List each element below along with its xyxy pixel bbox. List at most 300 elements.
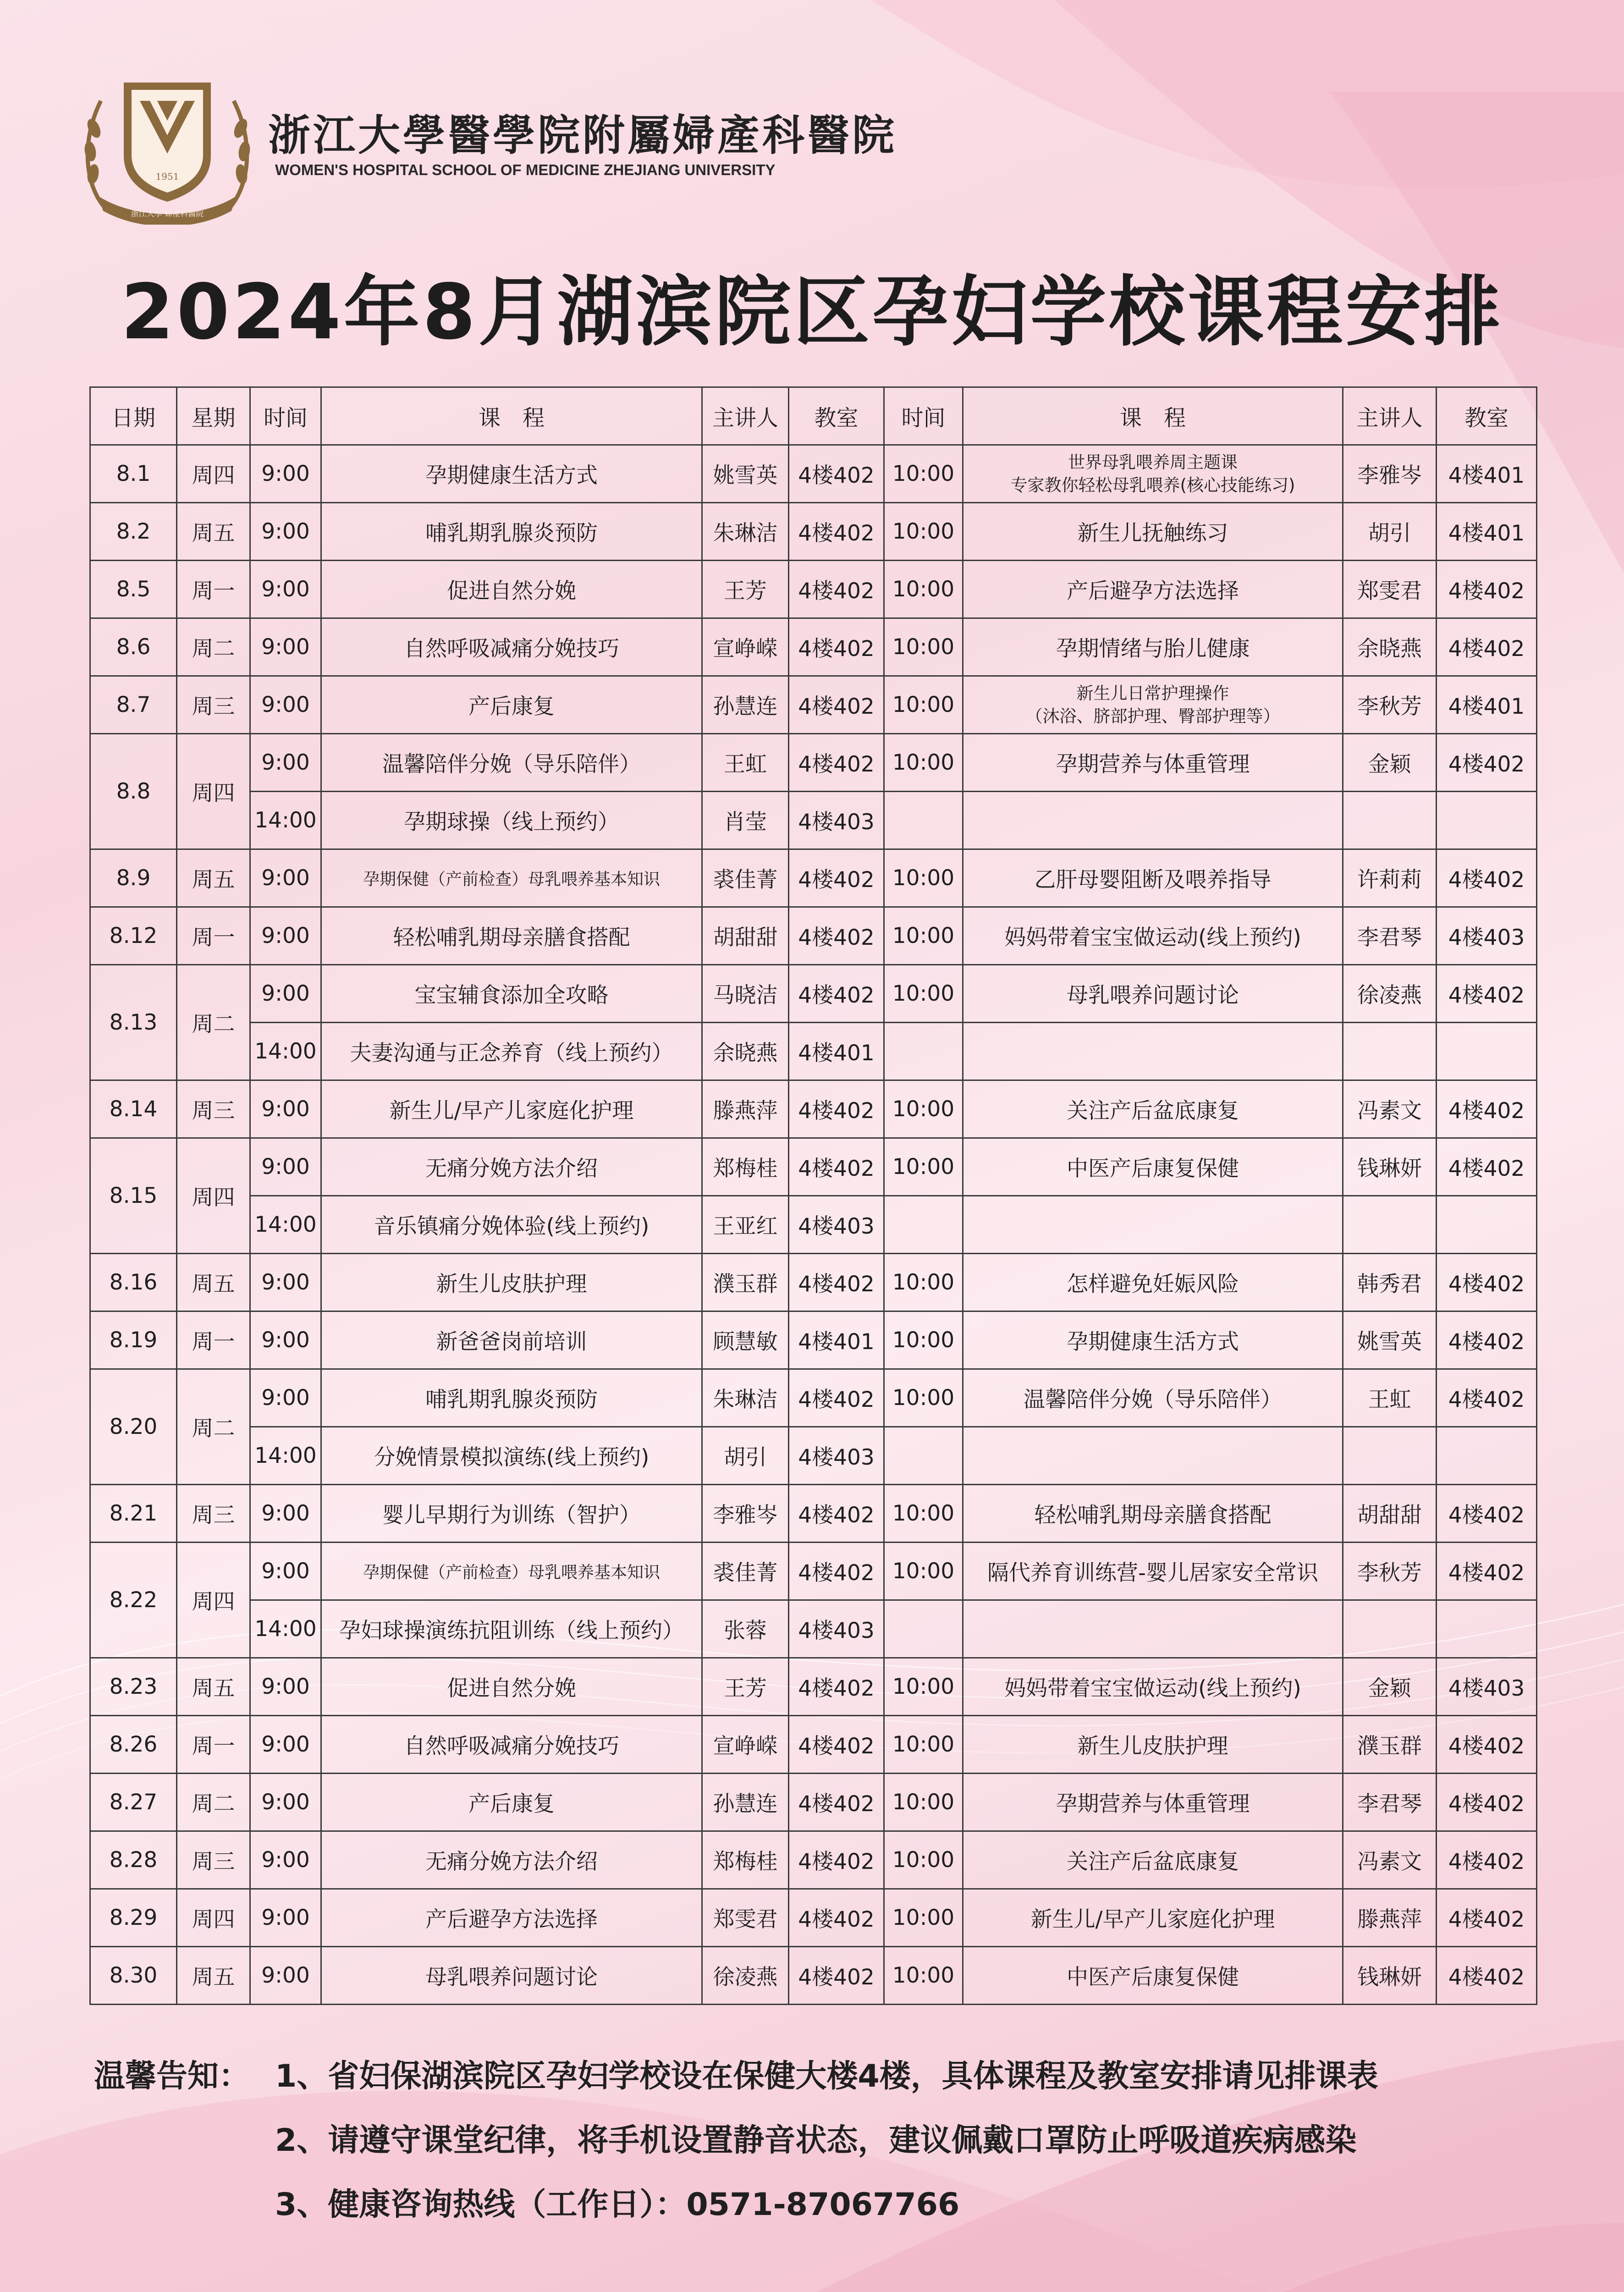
cell-lecturer-am: 顾慧敏 (702, 1311, 789, 1369)
cell-course-pm: 温馨陪伴分娩（导乐陪伴） (963, 1369, 1343, 1427)
cell-course-pm (963, 1427, 1343, 1485)
cell-room-pm: 4楼402 (1437, 1716, 1537, 1774)
cell-lecturer-pm: 余晓燕 (1343, 618, 1437, 676)
hospital-name-en: WOMEN'S HOSPITAL SCHOOL OF MEDICINE ZHEJIANG UNIVERSITY (275, 161, 776, 178)
cell-room-pm: 4楼402 (1437, 1369, 1537, 1427)
table-row (90, 1600, 1537, 1658)
cell-time-am: 9:00 (250, 503, 321, 561)
cell-course-pm: 孕期营养与体重管理 (963, 734, 1343, 792)
cell-date: 8.8 (90, 734, 177, 849)
notice-hotline: 3、健康咨询热线（工作日）：0571-87067766 (275, 2187, 960, 2223)
cell-course-pm: 新生儿/早产儿家庭化护理 (963, 1889, 1343, 1947)
table-row (90, 1369, 1537, 1427)
table-row (90, 1254, 1537, 1311)
cell-time-pm (884, 792, 963, 849)
cell-room-pm: 4楼403 (1437, 1658, 1537, 1716)
cell-weekday: 周二 (177, 1369, 250, 1485)
cell-lecturer-pm: 李雅岑 (1343, 445, 1437, 503)
notice-label: 温馨告知： (94, 2058, 250, 2094)
cell-room-pm: 4楼402 (1437, 1889, 1537, 1947)
cell-date: 8.23 (90, 1658, 177, 1716)
cell-lecturer-pm: 李君琴 (1343, 1774, 1437, 1831)
cell-course-am: 促进自然分娩 (321, 1658, 702, 1716)
cell-room-pm: 4楼402 (1437, 1254, 1537, 1311)
cell-room-am: 4楼402 (789, 849, 884, 907)
cell-course-pm: 孕期情绪与胎儿健康 (963, 618, 1343, 676)
table-row (90, 1889, 1537, 1947)
cell-date: 8.27 (90, 1774, 177, 1831)
cell-date: 8.22 (90, 1543, 177, 1658)
cell-lecturer-am: 郑雯君 (702, 1889, 789, 1947)
cell-lecturer-pm: 韩秀君 (1343, 1254, 1437, 1311)
cell-time-pm: 10:00 (884, 734, 963, 792)
cell-room-am: 4楼402 (789, 965, 884, 1023)
header-lecturer-pm: 主讲人 (1343, 387, 1437, 445)
cell-date: 8.19 (90, 1311, 177, 1369)
cell-room-pm: 4楼402 (1437, 1543, 1537, 1600)
cell-time-am: 9:00 (250, 965, 321, 1023)
cell-room-pm: 4楼401 (1437, 503, 1537, 561)
cell-lecturer-am: 余晓燕 (702, 1023, 789, 1080)
cell-room-pm: 4楼402 (1437, 849, 1537, 907)
cell-lecturer-pm: 钱琳妍 (1343, 1947, 1437, 2005)
cell-course-am: 孕期健康生活方式 (321, 445, 702, 503)
cell-course-pm (963, 1600, 1343, 1658)
cell-time-am: 9:00 (250, 907, 321, 965)
cell-date: 8.5 (90, 561, 177, 618)
cell-time-pm: 10:00 (884, 1947, 963, 2005)
cell-weekday: 周四 (177, 1543, 250, 1658)
cell-date: 8.30 (90, 1947, 177, 2005)
cell-course-pm: 孕期健康生活方式 (963, 1311, 1343, 1369)
cell-lecturer-am: 胡甜甜 (702, 907, 789, 965)
cell-date: 8.20 (90, 1369, 177, 1485)
cell-room-am: 4楼402 (789, 1658, 884, 1716)
table-row (90, 1023, 1537, 1080)
table-row (90, 792, 1537, 849)
cell-course-pm: 产后避孕方法选择 (963, 561, 1343, 618)
cell-weekday: 周三 (177, 676, 250, 734)
cell-weekday: 周二 (177, 1774, 250, 1831)
cell-time-pm (884, 1196, 963, 1254)
cell-lecturer-pm: 胡引 (1343, 503, 1437, 561)
cell-room-pm: 4楼401 (1437, 445, 1537, 503)
cell-course-am: 产后康复 (321, 676, 702, 734)
cell-course-pm: 新生儿日常护理操作 （沐浴、脐部护理、臀部护理等） (963, 676, 1343, 734)
cell-course-pm: 妈妈带着宝宝做运动(线上预约) (963, 1658, 1343, 1716)
cell-time-pm: 10:00 (884, 907, 963, 965)
cell-weekday: 周一 (177, 561, 250, 618)
cell-date: 8.13 (90, 965, 177, 1080)
cell-date: 8.26 (90, 1716, 177, 1774)
cell-room-am: 4楼402 (789, 1138, 884, 1196)
cell-time-am: 9:00 (250, 1080, 321, 1138)
cell-lecturer-am: 李雅岑 (702, 1485, 789, 1543)
cell-room-am: 4楼402 (789, 618, 884, 676)
cell-time-pm: 10:00 (884, 1311, 963, 1369)
cell-lecturer-pm: 李秋芳 (1343, 1543, 1437, 1600)
cell-date: 8.15 (90, 1138, 177, 1254)
notice-line-2 (94, 2118, 1616, 2182)
cell-time-pm: 10:00 (884, 445, 963, 503)
cell-course-pm: 新生儿抚触练习 (963, 503, 1343, 561)
cell-lecturer-pm (1343, 1427, 1437, 1485)
cell-course-pm: 中医产后康复保健 (963, 1947, 1343, 2005)
cell-room-am: 4楼402 (789, 1947, 884, 2005)
cell-room-pm: 4楼403 (1437, 907, 1537, 965)
table-row (90, 1774, 1537, 1831)
cell-weekday: 周一 (177, 1311, 250, 1369)
cell-weekday: 周四 (177, 1138, 250, 1254)
header-room-pm: 教室 (1437, 387, 1537, 445)
cell-course-am: 新爸爸岗前培训 (321, 1311, 702, 1369)
cell-room-pm (1437, 1427, 1537, 1485)
cell-weekday: 周三 (177, 1485, 250, 1543)
cell-time-pm: 10:00 (884, 1774, 963, 1831)
cell-course-pm: 关注产后盆底康复 (963, 1080, 1343, 1138)
cell-lecturer-pm: 李秋芳 (1343, 676, 1437, 734)
cell-time-am: 9:00 (250, 1369, 321, 1427)
cell-lecturer-pm: 金颖 (1343, 734, 1437, 792)
table-row (90, 734, 1537, 792)
cell-time-pm: 10:00 (884, 965, 963, 1023)
page-title: 2024年8月湖滨院区孕妇学校课程安排 (121, 268, 1503, 357)
header-date: 日期 (90, 387, 177, 445)
cell-time-pm: 10:00 (884, 1889, 963, 1947)
cell-time-am: 9:00 (250, 1543, 321, 1600)
header-time-pm: 时间 (884, 387, 963, 445)
cell-lecturer-pm: 王虹 (1343, 1369, 1437, 1427)
cell-course-pm: 新生儿皮肤护理 (963, 1716, 1343, 1774)
cell-lecturer-pm (1343, 792, 1437, 849)
cell-course-pm: 妈妈带着宝宝做运动(线上预约) (963, 907, 1343, 965)
cell-time-pm: 10:00 (884, 1485, 963, 1543)
cell-time-am: 9:00 (250, 561, 321, 618)
cell-lecturer-pm: 濮玉群 (1343, 1716, 1437, 1774)
cell-lecturer-pm: 姚雪英 (1343, 1311, 1437, 1369)
cell-time-am: 9:00 (250, 445, 321, 503)
cell-course-am: 温馨陪伴分娩（导乐陪伴） (321, 734, 702, 792)
cell-time-am: 9:00 (250, 1831, 321, 1889)
cell-room-am: 4楼402 (789, 1485, 884, 1543)
cell-lecturer-am: 王芳 (702, 561, 789, 618)
cell-time-am: 9:00 (250, 1485, 321, 1543)
hospital-logo-icon (80, 73, 254, 225)
cell-date: 8.1 (90, 445, 177, 503)
cell-room-pm (1437, 792, 1537, 849)
cell-course-am: 无痛分娩方法介绍 (321, 1138, 702, 1196)
cell-time-am: 9:00 (250, 1889, 321, 1947)
cell-lecturer-am: 宣峥嵘 (702, 1716, 789, 1774)
logo-year: 1951 (155, 171, 179, 182)
cell-lecturer-pm: 冯素文 (1343, 1831, 1437, 1889)
cell-room-am: 4楼403 (789, 1196, 884, 1254)
cell-lecturer-am: 马晓洁 (702, 965, 789, 1023)
cell-room-am: 4楼402 (789, 1716, 884, 1774)
cell-time-am: 9:00 (250, 618, 321, 676)
cell-time-am: 9:00 (250, 1716, 321, 1774)
cell-course-am: 哺乳期乳腺炎预防 (321, 503, 702, 561)
cell-time-pm: 10:00 (884, 1831, 963, 1889)
table-row (90, 1138, 1537, 1196)
cell-course-pm: 隔代养育训练营-婴儿居家安全常识 (963, 1543, 1343, 1600)
cell-time-pm: 10:00 (884, 561, 963, 618)
cell-room-am: 4楼402 (789, 1831, 884, 1889)
cell-weekday: 周四 (177, 734, 250, 849)
cell-lecturer-am: 胡引 (702, 1427, 789, 1485)
cell-room-am: 4楼402 (789, 676, 884, 734)
cell-time-am: 14:00 (250, 792, 321, 849)
cell-course-am: 自然呼吸减痛分娩技巧 (321, 1716, 702, 1774)
cell-course-am: 轻松哺乳期母亲膳食搭配 (321, 907, 702, 965)
cell-lecturer-pm: 许莉莉 (1343, 849, 1437, 907)
cell-time-am: 9:00 (250, 1947, 321, 2005)
header-lecturer-am: 主讲人 (702, 387, 789, 445)
table-row (90, 1080, 1537, 1138)
cell-lecturer-am: 郑梅桂 (702, 1831, 789, 1889)
cell-lecturer-pm: 胡甜甜 (1343, 1485, 1437, 1543)
cell-course-pm: 轻松哺乳期母亲膳食搭配 (963, 1485, 1343, 1543)
header-course-am: 课 程 (321, 387, 702, 445)
cell-time-pm: 10:00 (884, 1716, 963, 1774)
cell-course-am: 孕期保健（产前检查）母乳喂养基本知识 (321, 849, 702, 907)
cell-lecturer-am: 郑梅桂 (702, 1138, 789, 1196)
cell-room-am: 4楼402 (789, 1080, 884, 1138)
cell-room-am: 4楼402 (789, 1254, 884, 1311)
cell-room-pm: 4楼402 (1437, 1831, 1537, 1889)
cell-lecturer-am: 徐凌燕 (702, 1947, 789, 2005)
cell-room-am: 4楼402 (789, 907, 884, 965)
cell-course-pm (963, 1196, 1343, 1254)
cell-room-pm: 4楼402 (1437, 561, 1537, 618)
table-row (90, 503, 1537, 561)
cell-lecturer-am: 姚雪英 (702, 445, 789, 503)
cell-course-am: 产后康复 (321, 1774, 702, 1831)
cell-course-am: 产后避孕方法选择 (321, 1889, 702, 1947)
cell-date: 8.6 (90, 618, 177, 676)
cell-lecturer-am: 裘佳菁 (702, 1543, 789, 1600)
cell-room-am: 4楼402 (789, 1543, 884, 1600)
cell-time-pm (884, 1023, 963, 1080)
cell-course-am: 婴儿早期行为训练（智护） (321, 1485, 702, 1543)
cell-weekday: 周一 (177, 907, 250, 965)
cell-room-am: 4楼403 (789, 1600, 884, 1658)
table-row (90, 1485, 1537, 1543)
table-row (90, 965, 1537, 1023)
cell-room-am: 4楼401 (789, 1023, 884, 1080)
cell-room-am: 4楼402 (789, 503, 884, 561)
table-row (90, 561, 1537, 618)
table-row (90, 1658, 1537, 1716)
notice-item: 1、省妇保湖滨院区孕妇学校设在保健大楼4楼，具体课程及教室安排请见排课表 (275, 2058, 1378, 2094)
cell-date: 8.2 (90, 503, 177, 561)
cell-room-am: 4楼402 (789, 734, 884, 792)
cell-date: 8.14 (90, 1080, 177, 1138)
cell-course-pm: 怎样避免妊娠风险 (963, 1254, 1343, 1311)
cell-room-am: 4楼402 (789, 1889, 884, 1947)
notice-item: 2、请遵守课堂纪律，将手机设置静音状态，建议佩戴口罩防止呼吸道疾病感染 (275, 2122, 1357, 2159)
cell-room-pm: 4楼402 (1437, 1485, 1537, 1543)
cell-weekday: 周三 (177, 1080, 250, 1138)
cell-room-am: 4楼402 (789, 1774, 884, 1831)
cell-lecturer-am: 王亚红 (702, 1196, 789, 1254)
cell-course-pm: 孕期营养与体重管理 (963, 1774, 1343, 1831)
table-row (90, 1311, 1537, 1369)
cell-weekday: 周五 (177, 1254, 250, 1311)
cell-room-pm: 4楼402 (1437, 1080, 1537, 1138)
cell-lecturer-pm: 滕燕萍 (1343, 1889, 1437, 1947)
cell-date: 8.28 (90, 1831, 177, 1889)
cell-lecturer-am: 朱琳洁 (702, 1369, 789, 1427)
table-row (90, 849, 1537, 907)
table-row (90, 445, 1537, 503)
cell-weekday: 周五 (177, 1947, 250, 2005)
cell-time-am: 9:00 (250, 676, 321, 734)
cell-lecturer-am: 滕燕萍 (702, 1080, 789, 1138)
cell-room-pm (1437, 1196, 1537, 1254)
cell-room-pm (1437, 1600, 1537, 1658)
cell-course-am: 无痛分娩方法介绍 (321, 1831, 702, 1889)
cell-lecturer-am: 濮玉群 (702, 1254, 789, 1311)
table-row (90, 676, 1537, 734)
cell-date: 8.16 (90, 1254, 177, 1311)
cell-lecturer-pm: 钱琳妍 (1343, 1138, 1437, 1196)
cell-weekday: 周五 (177, 503, 250, 561)
table-row (90, 1947, 1537, 2005)
cell-course-am: 促进自然分娩 (321, 561, 702, 618)
cell-lecturer-am: 王虹 (702, 734, 789, 792)
cell-weekday: 周五 (177, 849, 250, 907)
cell-weekday: 周五 (177, 1658, 250, 1716)
cell-course-pm: 乙肝母婴阻断及喂养指导 (963, 849, 1343, 907)
cell-room-am: 4楼402 (789, 445, 884, 503)
cell-time-am: 14:00 (250, 1023, 321, 1080)
cell-time-am: 9:00 (250, 1774, 321, 1831)
cell-time-pm: 10:00 (884, 1658, 963, 1716)
cell-lecturer-pm: 徐凌燕 (1343, 965, 1437, 1023)
cell-time-pm: 10:00 (884, 1369, 963, 1427)
header-course-pm: 课 程 (963, 387, 1343, 445)
cell-time-pm: 10:00 (884, 1543, 963, 1600)
cell-room-pm: 4楼402 (1437, 1774, 1537, 1831)
cell-lecturer-pm: 金颖 (1343, 1658, 1437, 1716)
cell-time-am: 14:00 (250, 1600, 321, 1658)
cell-time-am: 9:00 (250, 1311, 321, 1369)
cell-time-am: 9:00 (250, 1254, 321, 1311)
notice-section (94, 2054, 1616, 2246)
cell-date: 8.29 (90, 1889, 177, 1947)
cell-course-pm (963, 1023, 1343, 1080)
cell-weekday: 周三 (177, 1831, 250, 1889)
cell-room-am: 4楼402 (789, 1369, 884, 1427)
cell-room-am: 4楼403 (789, 1427, 884, 1485)
cell-course-am: 孕期保健（产前检查）母乳喂养基本知识 (321, 1543, 702, 1600)
cell-lecturer-pm (1343, 1023, 1437, 1080)
cell-room-pm: 4楼402 (1437, 618, 1537, 676)
cell-date: 8.9 (90, 849, 177, 907)
cell-course-am: 宝宝辅食添加全攻略 (321, 965, 702, 1023)
cell-time-am: 9:00 (250, 1658, 321, 1716)
header-weekday: 星期 (177, 387, 250, 445)
cell-course-am: 分娩情景模拟演练(线上预约) (321, 1427, 702, 1485)
cell-time-pm: 10:00 (884, 503, 963, 561)
cell-time-am: 9:00 (250, 849, 321, 907)
table-row (90, 1427, 1537, 1485)
cell-time-am: 9:00 (250, 734, 321, 792)
cell-time-pm (884, 1600, 963, 1658)
cell-lecturer-am: 肖莹 (702, 792, 789, 849)
table-header-row (90, 387, 1537, 445)
cell-lecturer-am: 朱琳洁 (702, 503, 789, 561)
schedule-body (90, 445, 1537, 2005)
cell-course-am: 孕期球操（线上预约） (321, 792, 702, 849)
cell-lecturer-pm (1343, 1600, 1437, 1658)
cell-course-am: 音乐镇痛分娩体验(线上预约) (321, 1196, 702, 1254)
cell-course-am: 夫妻沟通与正念养育（线上预约） (321, 1023, 702, 1080)
cell-date: 8.21 (90, 1485, 177, 1543)
notice-line-1 (94, 2054, 1616, 2118)
cell-course-am: 新生儿皮肤护理 (321, 1254, 702, 1311)
cell-room-pm: 4楼402 (1437, 734, 1537, 792)
cell-lecturer-am: 王芳 (702, 1658, 789, 1716)
cell-lecturer-am: 孙慧连 (702, 676, 789, 734)
cell-course-am: 母乳喂养问题讨论 (321, 1947, 702, 2005)
cell-weekday: 周四 (177, 445, 250, 503)
cell-course-am: 新生儿/早产儿家庭化护理 (321, 1080, 702, 1138)
table-row (90, 1831, 1537, 1889)
cell-room-am: 4楼401 (789, 1311, 884, 1369)
table-row (90, 618, 1537, 676)
cell-room-pm: 4楼401 (1437, 676, 1537, 734)
cell-course-pm: 关注产后盆底康复 (963, 1831, 1343, 1889)
cell-course-pm: 中医产后康复保健 (963, 1138, 1343, 1196)
cell-time-am: 9:00 (250, 1138, 321, 1196)
cell-time-pm: 10:00 (884, 849, 963, 907)
logo-ribbon-text: 浙江大學 婦產科醫院 (131, 209, 204, 219)
cell-course-pm (963, 792, 1343, 849)
table-row (90, 1543, 1537, 1600)
cell-time-pm: 10:00 (884, 1080, 963, 1138)
cell-lecturer-pm: 冯素文 (1343, 1080, 1437, 1138)
header-room-am: 教室 (789, 387, 884, 445)
cell-room-am: 4楼403 (789, 792, 884, 849)
cell-course-am: 哺乳期乳腺炎预防 (321, 1369, 702, 1427)
cell-room-pm: 4楼402 (1437, 965, 1537, 1023)
table-row (90, 1196, 1537, 1254)
notice-line-3 (94, 2182, 1616, 2246)
cell-lecturer-am: 张蓉 (702, 1600, 789, 1658)
cell-lecturer-am: 裘佳菁 (702, 849, 789, 907)
cell-weekday: 周四 (177, 1889, 250, 1947)
table-row (90, 1716, 1537, 1774)
cell-date: 8.7 (90, 676, 177, 734)
hospital-name-cn: 浙江大學醫學院附屬婦產科醫院 (268, 110, 897, 160)
cell-time-pm: 10:00 (884, 1138, 963, 1196)
cell-course-pm: 世界母乳喂养周主题课 专家教你轻松母乳喂养(核心技能练习) (963, 445, 1343, 503)
cell-room-pm: 4楼402 (1437, 1947, 1537, 2005)
cell-lecturer-pm: 郑雯君 (1343, 561, 1437, 618)
header-time-am: 时间 (250, 387, 321, 445)
cell-time-pm: 10:00 (884, 1254, 963, 1311)
cell-room-am: 4楼402 (789, 561, 884, 618)
cell-time-pm: 10:00 (884, 618, 963, 676)
cell-weekday: 周二 (177, 965, 250, 1080)
cell-time-pm (884, 1427, 963, 1485)
cell-lecturer-am: 宣峥嵘 (702, 618, 789, 676)
cell-date: 8.12 (90, 907, 177, 965)
cell-weekday: 周二 (177, 618, 250, 676)
cell-course-am: 孕妇球操演练抗阻训练（线上预约） (321, 1600, 702, 1658)
